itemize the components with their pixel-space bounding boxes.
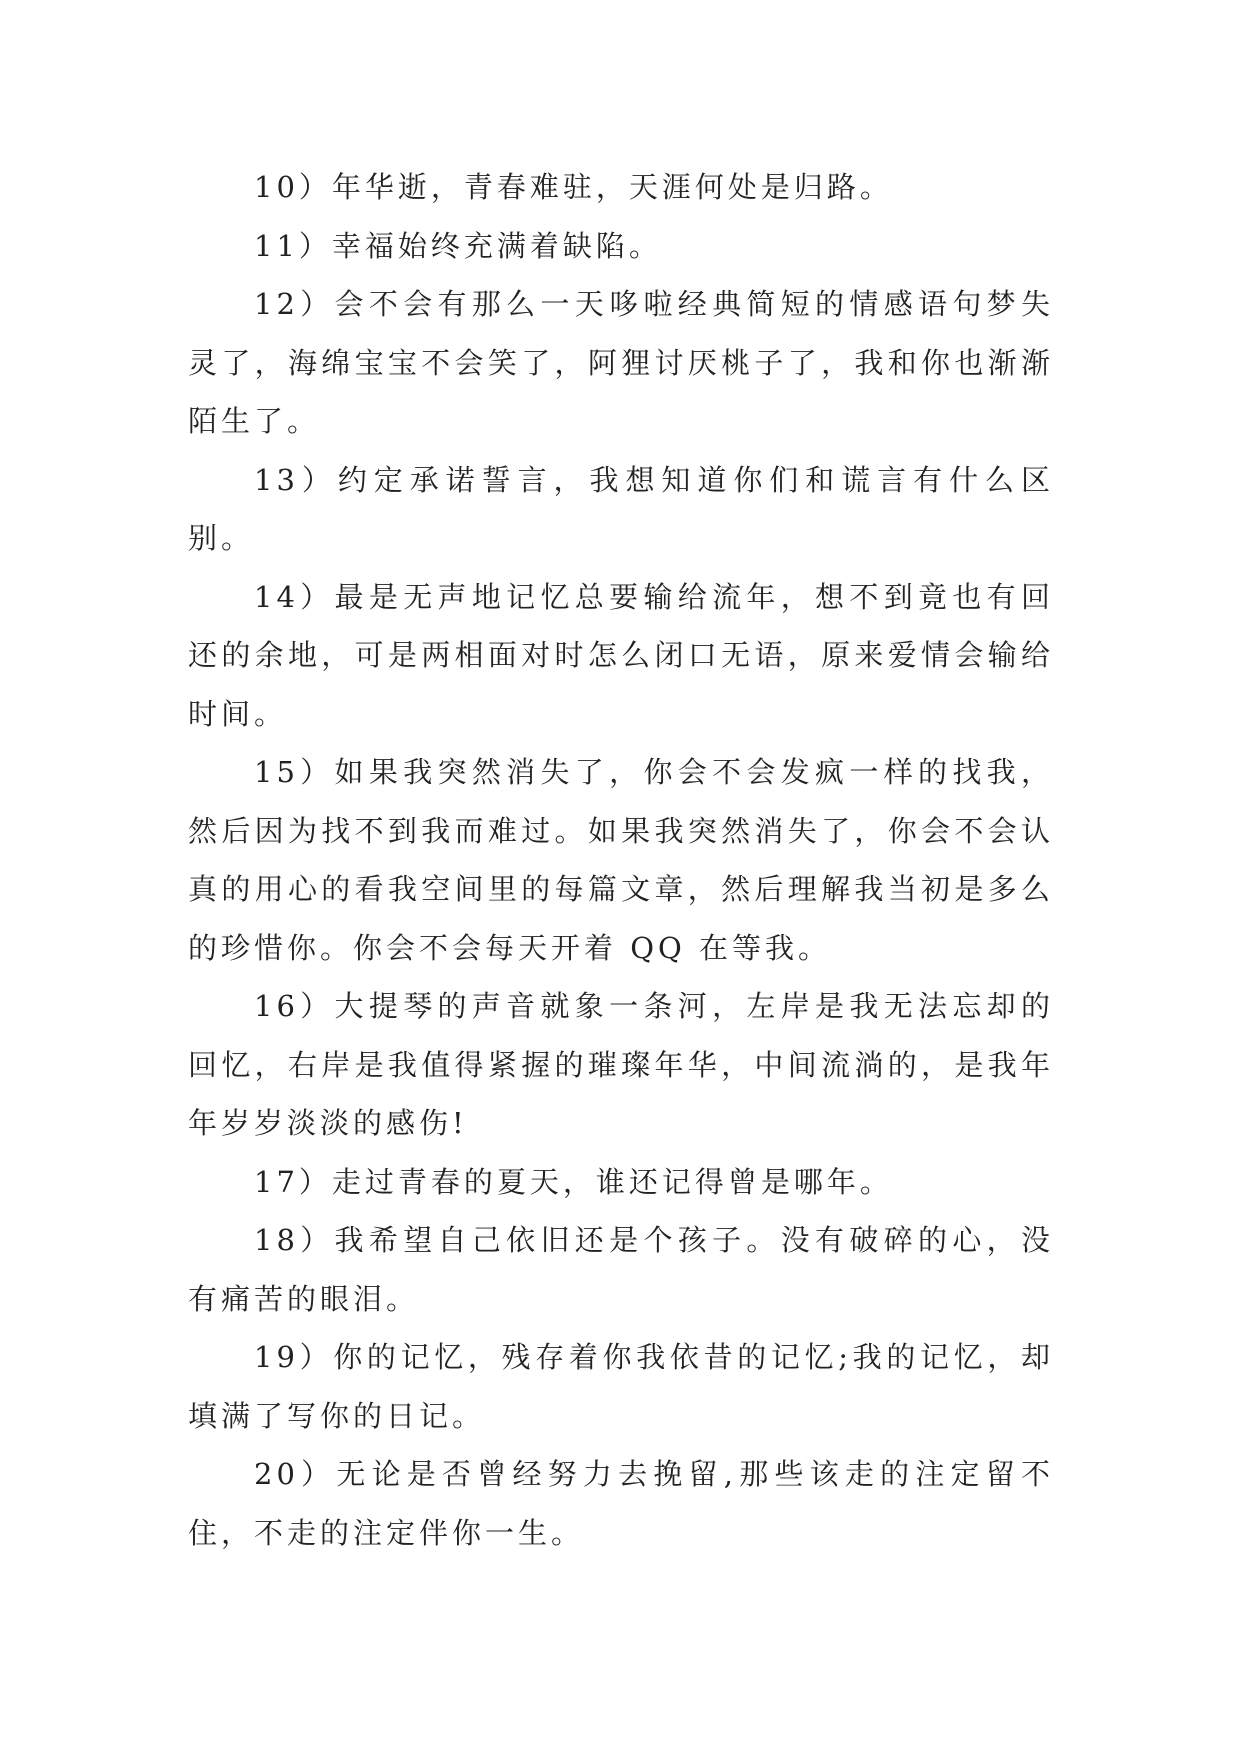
paragraph-17: 17）走过青春的夏天，谁还记得曾是哪年。 [254, 1164, 893, 1199]
document-body [188, 158, 1054, 1562]
paragraph-10: 10）年华逝，青春难驻，天涯何处是归路。 [254, 170, 893, 204]
paragraph-11: 11）幸福始终充满着缺陷。 [254, 228, 662, 263]
paragraph-18: 18）我希望自己依旧还是个孩子。没有破碎的心，没有痛苦的眼泪。 [188, 1223, 1054, 1316]
paragraph-20: 20）无论是否曾经努力去挽留,那些该走的注定留不住，不走的注定伴你一生。 [188, 1457, 1054, 1550]
paragraph-19: 19）你的记忆，残存着你我依昔的记忆;我的记忆，却填满了写你的日记。 [188, 1340, 1054, 1433]
paragraph-15: 15）如果我突然消失了，你会不会发疯一样的找我，然后因为找不到我而难过。如果我突然消失了，你会不会认真的用心的看我空间里的每篇文章，然后理解我当初是多么的珍惜你。你会不会每天开着 QQ 在等我。 [188, 755, 1054, 965]
paragraph-16: 16）大提琴的声音就象一条河，左岸是我无法忘却的回忆，右岸是我值得紧握的璀璨年华，中间流淌的，是我年年岁岁淡淡的感伤! [188, 989, 1054, 1140]
paragraph-12: 12）会不会有那么一天哆啦经典简短的情感语句梦失灵了，海绵宝宝不会笑了，阿狸讨厌桃子了，我和你也渐渐陌生了。 [188, 287, 1054, 438]
paragraph-13: 13）约定承诺誓言，我想知道你们和谎言有什么区别。 [188, 462, 1054, 555]
paragraph-14: 14）最是无声地记忆总要输给流年，想不到竟也有回还的余地，可是两相面对时怎么闭口无语，原来爱情会输给时间。 [188, 579, 1054, 731]
